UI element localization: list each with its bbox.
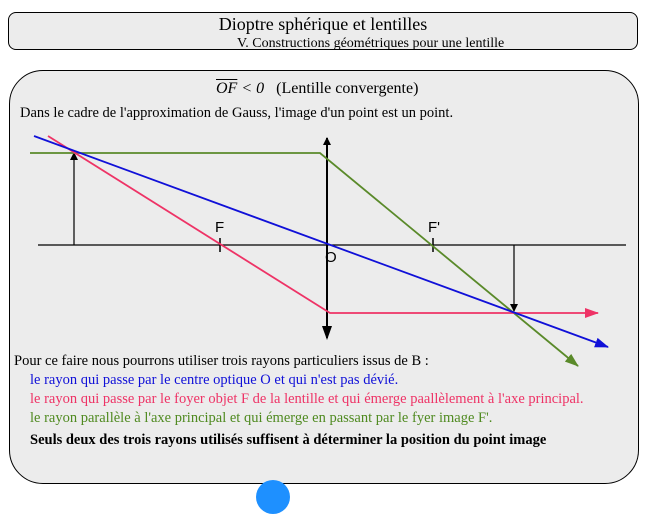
intro-text: Dans le cadre de l'approximation de Gauss, l'image d'un point est un point. xyxy=(20,105,454,121)
ray-green-description: le rayon parallèle à l'axe principal et qui émerge en passant par le fyer image F'. xyxy=(30,410,493,426)
ray-red-description: le rayon qui passe par le foyer objet F de la lentille et qui émerge paallèlement à l'axe principal. xyxy=(30,391,584,407)
navigation-button[interactable] xyxy=(256,480,290,514)
ray-blue xyxy=(34,136,608,347)
formula-lhs: $\overline{OF}$ xyxy=(216,80,238,97)
section-subtitle: V. Constructions géométriques pour une lentille xyxy=(237,36,505,51)
formula-note: (Lentille convergente) xyxy=(276,80,419,97)
ray-green xyxy=(30,153,578,366)
ray-blue-description: le rayon qui passe par le centre optique O et qui n'est pas dévié. xyxy=(30,372,399,388)
conclusion-text: Seuls deux des trois rayons utilisés suffisent à déterminer la position du point image xyxy=(30,432,547,448)
lens-bottom-arrowhead xyxy=(322,326,332,340)
label-O: O xyxy=(325,249,337,266)
label-F: F xyxy=(215,219,225,236)
explanation-lead: Pour ce faire nous pourrons utiliser trois rayons particuliers issus de B : xyxy=(14,353,429,369)
label-Fprime: F' xyxy=(428,219,441,236)
page-title: Dioptre sphérique et lentilles xyxy=(218,14,428,34)
ray-red xyxy=(48,136,598,313)
formula-relation: < 0 xyxy=(241,80,265,97)
explanation-block xyxy=(14,352,584,450)
